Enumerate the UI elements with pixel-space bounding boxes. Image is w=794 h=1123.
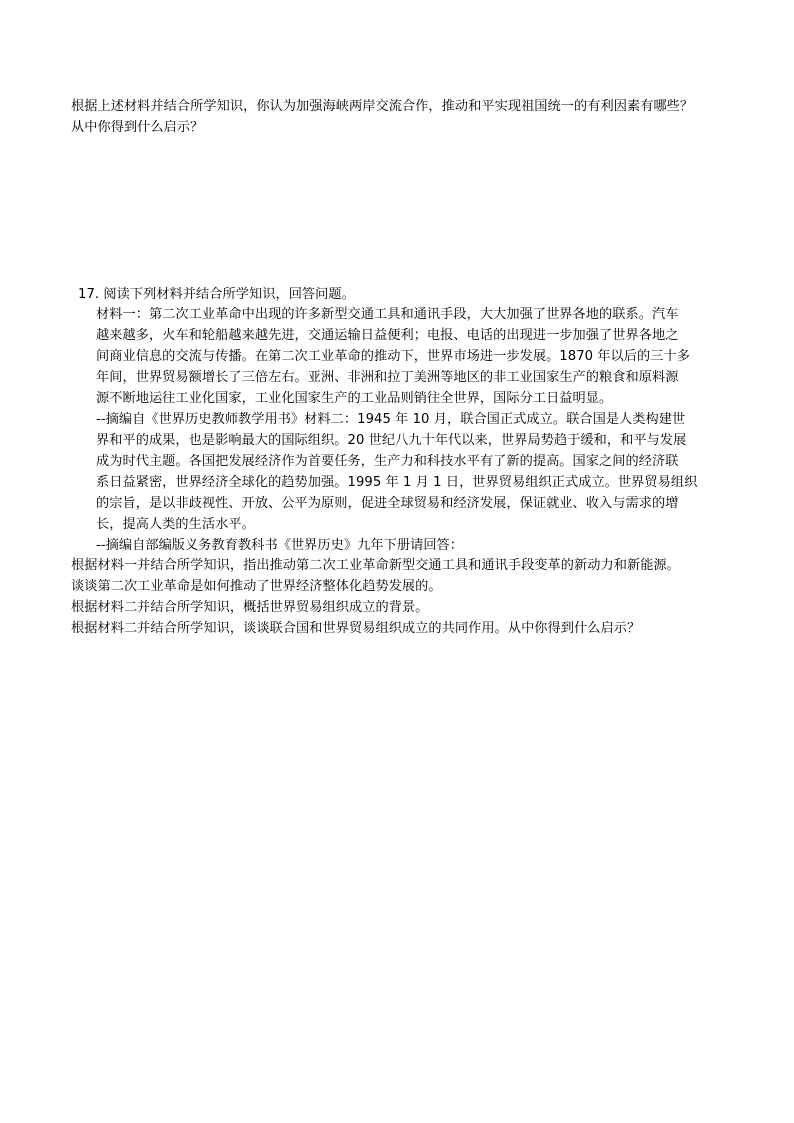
sub-question: 根据材料二并结合所学知识，概括世界贸易组织成立的背景。 <box>71 600 429 615</box>
sub-question: 根据材料一并结合所学知识，指出推动第二次工业革命新型交通工具和通讯手段变革的新动力和新能源。 <box>71 558 680 573</box>
prev-question-line-2: 从中你得到什么启示？ <box>71 120 204 135</box>
material-source-line: --摘编自《世界历史教师教学用书》材料二：1945 年 10 月，联合国正式成立。联合国是人类构建世 <box>96 412 686 427</box>
sub-question: 谈谈第二次工业革命是如何推动了世界经济整体化趋势发展的。 <box>71 579 442 594</box>
material-line: 越来越多，火车和轮船越来越先进，交通运输日益便利；电报、电话的出现进一步加强了世界各地之 <box>96 328 679 343</box>
material-line: 系日益紧密，世界经济全球化的趋势加强。1995 年 1 月 1 日，世界贸易组织正式成立。世界贸易组织 <box>96 475 698 490</box>
material-line: 材料一：第二次工业革命中出现的许多新型交通工具和通讯手段，大大加强了世界各地的联系。汽车 <box>96 307 679 322</box>
sub-question: 根据材料二并结合所学知识，谈谈联合国和世界贸易组织成立的共同作用。从中你得到什么启示？ <box>71 621 641 636</box>
material-line: 源不断地运往工业化国家，工业化国家生产的工业品则销往全世界，国际分工日益明显。 <box>96 391 613 406</box>
question-17-header: 17. 阅读下列材料并结合所学知识，回答问题。 <box>78 287 355 302</box>
prev-question-line-1: 根据上述材料并结合所学知识，你认为加强海峡两岸交流合作，推动和平实现祖国统一的有利因素有哪些？ <box>71 99 694 114</box>
material-line: 成为时代主题。各国把发展经济作为首要任务，生产力和科技水平有了新的提高。国家之间的经济联 <box>96 454 679 469</box>
material-line: 长，提高人类的生活水平。 <box>96 517 255 532</box>
material-line: 界和平的成果，也是影响最大的国际组织。20 世纪八九十年代以来，世界局势趋于缓和，和平与发展 <box>96 433 687 448</box>
material-source-line: --摘编自部编版义务教育教科书《世界历史》九年下册请回答： <box>96 538 464 553</box>
material-line: 的宗旨，是以非歧视性、开放、公平为原则，促进全球贸易和经济发展，保证就业、收入与需求的增 <box>96 496 679 511</box>
material-line: 年间，世界贸易额增长了三倍左右。亚洲、非洲和拉丁美洲等地区的非工业国家生产的粮食和原料源 <box>96 370 679 385</box>
material-line: 间商业信息的交流与传播。在第二次工业革命的推动下，世界市场进一步发展。1870 年以后的三十多 <box>96 349 690 364</box>
